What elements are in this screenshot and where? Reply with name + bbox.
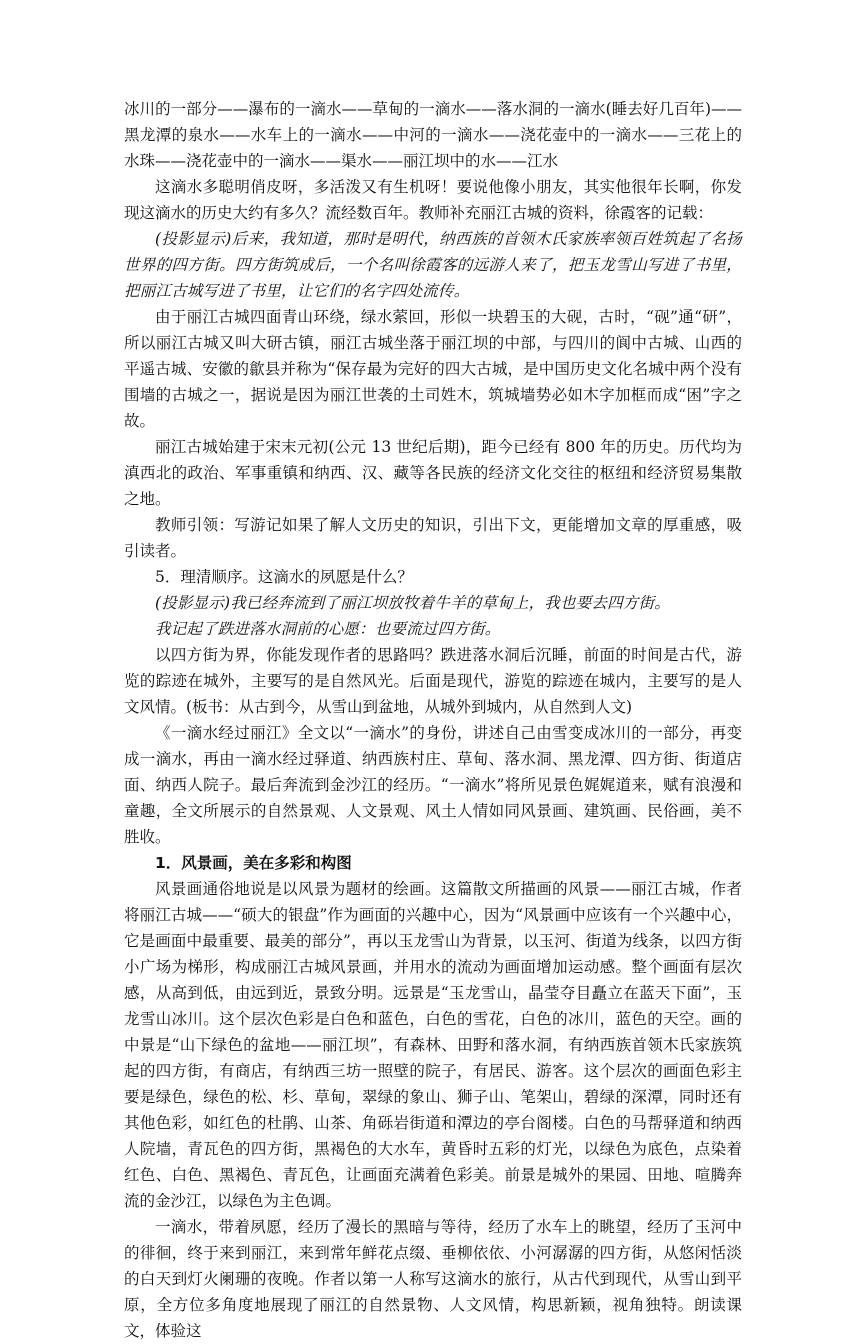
paragraph-town-history: 丽江古城始建于宋末元初(公元 13 世纪后期)，距今已经有 800 年的历史。历代均为滇西北的政治、军事重镇和纳西、汉、藏等各民族的经济文化交往的枢纽和经济贸易集散之地。: [124, 438, 742, 508]
question-5: 5．理清顺序。这滴水的夙愿是什么？: [155, 568, 413, 586]
water-path-list: 冰川的一部分——瀑布的一滴水——草甸的一滴水——落水洞的一滴水(睡去好几百年)——黑龙潭的泉水——水车上的一滴水——中河的一滴水——浇花壶中的一滴水——三花上的水珠——浇花壶中的一滴水——渠水——丽江坝中的水——江水: [124, 100, 742, 170]
paragraph-dayan-town: 由于丽江古城四面青山环绕，绿水萦回，形似一块碧玉的大砚，古时，“砚”通“研”，所以丽江古城又叫大研古镇，丽江古城坐落于丽江坝的中部，与四川的阆中古城、山西的平遥古城、安徽的歙县并称为“保存最为完好的四大古城，是中国历史文化名城中两个没有围墙的古城之一，据说是因为丽江世袭的土司姓木，筑城墙势必如木字加框而成“困”字之故。: [124, 308, 742, 430]
projection-wish: 我记起了跌进落水洞前的心愿：也要流过四方街。: [155, 620, 501, 638]
paragraph-water-journey: 一滴水，带着夙愿，经历了漫长的黑暗与等待，经历了水车上的眺望，经历了玉河中的徘徊，终于来到丽江，来到常年鲜花点缀、垂柳依依、小河潺潺的四方街，从悠闲恬淡的白天到灯火阑珊的夜晚。作者以第一人称写这滴水的旅行，从古代到现代，从雪山到平原，全方位多角度地展现了丽江的自然景物、人文风情，构思新颖，视角独特。朗读课文，体验这: [124, 1218, 742, 1340]
paragraph-teacher-guide: 教师引领：写游记如果了解人文历史的知识，引出下文，更能增加文章的厚重感，吸引读者。: [124, 516, 742, 560]
projection-xu-xiake: (投影显示)后来，我知道，那时是明代，纳西族的首领木氏家族率领百姓筑起了名扬世界的四方街。四方街筑成后，一个名叫徐霞客的远游人来了，把玉龙雪山写进了书里，把丽江古城写进了书里，让它们的名字四处流传。: [124, 230, 742, 300]
paragraph-water-history: 这滴水多聪明俏皮呀，多活泼又有生机呀！要说他像小朋友，其实他很年长啊，你发现这滴水的历史大约有多久？流经数百年。教师补充丽江古城的资料，徐霞客的记载：: [124, 178, 742, 222]
paragraph-author-thread: 以四方街为界，你能发现作者的思路吗？跌进落水洞后沉睡，前面的时间是古代，游览的踪迹在城外，主要写的是自然风光。后面是现代，游览的踪迹在城内，主要写的是人文风情。(板书：从古到今，从雪山到盆地，从城外到城内，从自然到人文): [124, 646, 742, 716]
paragraph-landscape-painting: 风景画通俗地说是以风景为题材的绘画。这篇散文所描画的风景——丽江古城，作者将丽江古城——“硕大的银盘”作为画面的兴趣中心，因为“风景画中应该有一个兴趣中心，它是画面中最重要、最美的部分”，再以玉龙雪山为背景，以玉河、街道为线条，以四方街小广场为梯形，构成丽江古城风景画，并用水的流动为画面增加运动感。整个画面有层次感，从高到低，由远到近，景致分明。远景是“玉龙雪山，晶莹夺目矗立在蓝天下面”，玉龙雪山冰川。这个层次色彩是白色和蓝色，白色的雪花，白色的冰川，蓝色的天空。画的中景是“山下绿色的盆地——丽江坝”，有森林、田野和落水洞，有纳西族首领木氏家族筑起的四方街，有商店，有纳西三坊一照壁的院子，有居民、游客。这个层次的画面色彩主要是绿色，绿色的松、杉、草甸，翠绿的象山、狮子山、笔架山，碧绿的深潭，同时还有其他色彩，如红色的杜鹃、山茶、角砾岩街道和潭边的亭台阁楼。白色的马帮驿道和纳西人院墙，青瓦色的四方街，黑褐色的大水车，黄昏时五彩的灯光，以绿色为底色，点染着红色、白色、黑褐色、青瓦色，让画面充满着色彩美。前景是城外的果园、田地、喧腾奔流的金沙江，以绿色为主色调。: [124, 880, 742, 1210]
section-heading-landscape: 1．风景画，美在多彩和构图: [155, 854, 352, 872]
paragraph-summary: 《一滴水经过丽江》全文以“一滴水”的身份，讲述自己由雪变成冰川的一部分，再变成一滴水，再由一滴水经过驿道、纳西族村庄、草甸、落水洞、黑龙潭、四方街、街道店面、纳西人院子。最后奔流到金沙江的经历。“一滴水”将所见景色娓娓道来，赋有浪漫和童趣，全文所展示的自然景观、人文景观、风土人情如同风景画、建筑画、民俗画，美不胜收。: [124, 724, 742, 846]
projection-sifang-street: (投影显示)我已经奔流到了丽江坝放牧着牛羊的草甸上，我也要去四方街。: [155, 594, 670, 612]
